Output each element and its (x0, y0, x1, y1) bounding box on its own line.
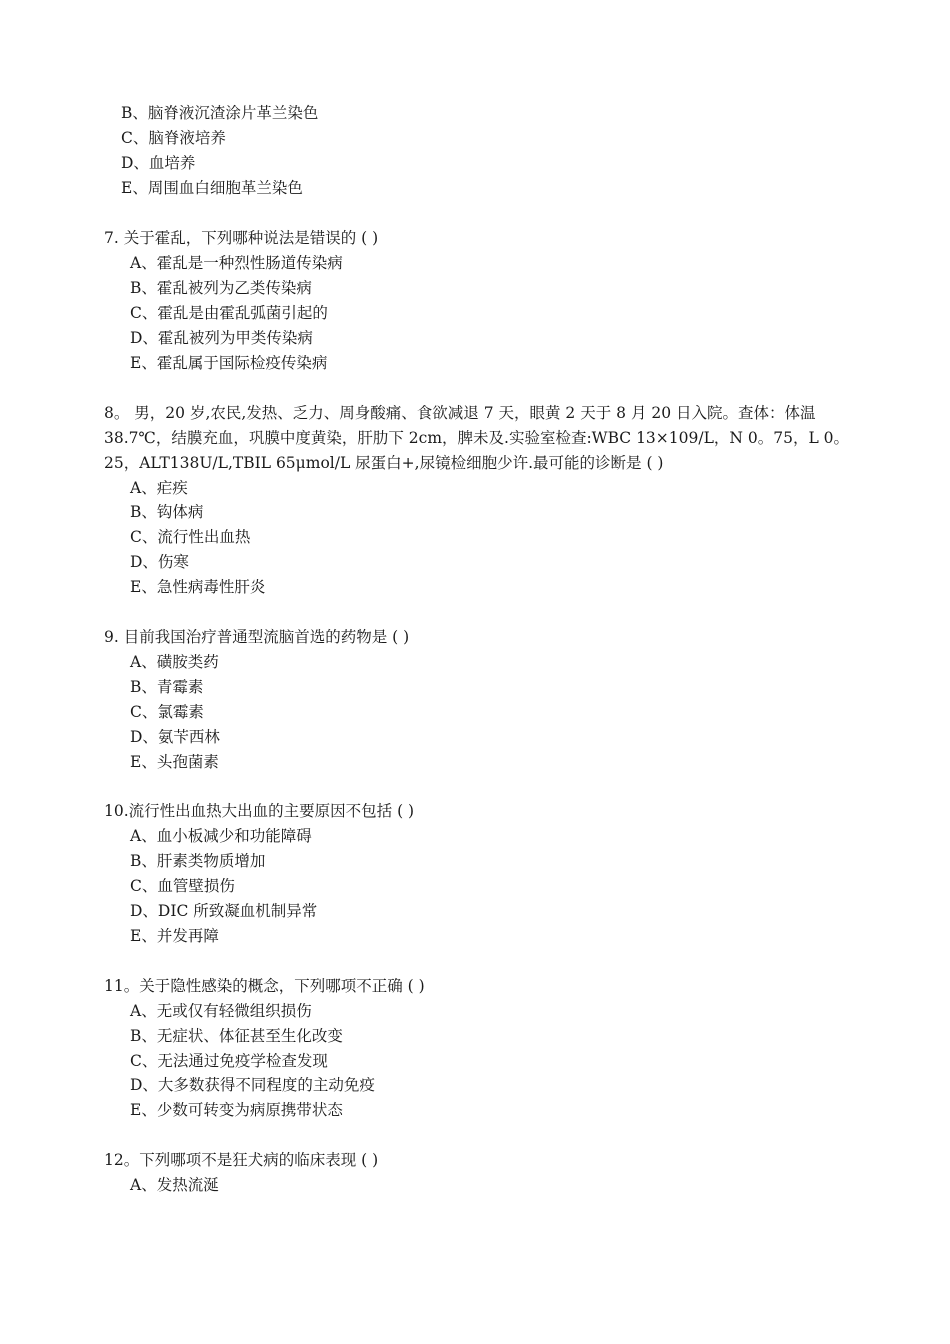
option-line: C、无法通过免疫学检查发现 (130, 1052, 328, 1070)
question-stem-line: 38.7℃，结膜充血，巩膜中度黄染，肝肋下 2cm，脾未及.实验室检查:WBC 13×109/L，N 0。75，L 0。 (104, 429, 850, 447)
option-line: C、脑脊液培养 (121, 129, 226, 147)
option-line: E、霍乱属于国际检疫传染病 (130, 354, 328, 372)
option-line: A、霍乱是一种烈性肠道传染病 (130, 254, 343, 272)
option-line: B、无症状、体征甚至生化改变 (130, 1027, 343, 1045)
option-line: D、DIC 所致凝血机制异常 (130, 902, 318, 920)
option-line: D、霍乱被列为甲类传染病 (130, 329, 313, 347)
question-stem: 11。关于隐性感染的概念，下列哪项不正确 ( ) (104, 977, 425, 995)
question-stem: 9. 目前我国治疗普通型流脑首选的药物是 ( ) (104, 628, 410, 646)
option-line: A、磺胺类药 (130, 653, 219, 671)
option-line: E、周围血白细胞革兰染色 (121, 179, 303, 197)
option-line: A、发热流涎 (130, 1176, 219, 1194)
option-line: B、霍乱被列为乙类传染病 (130, 279, 312, 297)
question-stem-line: 8。 男，20 岁,农民,发热、乏力、周身酸痛、食欲减退 7 天，眼黄 2 天于 8 月 20 日入院。查体：体温 (104, 404, 816, 422)
question-stem: 10.流行性出血热大出血的主要原因不包括 ( ) (104, 802, 415, 820)
option-line: D、大多数获得不同程度的主动免疫 (130, 1076, 375, 1094)
question-stem: 7. 关于霍乱，下列哪种说法是错误的 ( ) (104, 229, 379, 247)
question-stem: 12。下列哪项不是狂犬病的临床表现 ( ) (104, 1151, 379, 1169)
option-line: E、头孢菌素 (130, 753, 219, 771)
option-line: C、血管壁损伤 (130, 877, 235, 895)
option-line: C、氯霉素 (130, 703, 204, 721)
option-line: B、肝素类物质增加 (130, 852, 266, 870)
option-line: B、脑脊液沉渣涂片革兰染色 (121, 104, 319, 122)
option-line: A、无或仅有轻微组织损伤 (130, 1002, 312, 1020)
option-line: A、血小板减少和功能障碍 (130, 827, 312, 845)
option-line: B、钩体病 (130, 503, 204, 521)
option-line: E、急性病毒性肝炎 (130, 578, 266, 596)
option-line: A、疟疾 (130, 479, 188, 497)
question-stem-line: 25，ALT138U/L,TBIL 65μmol/L 尿蛋白+,尿镜检细胞少许.最可能的诊断是 ( ) (104, 454, 664, 472)
option-line: D、氨苄西林 (130, 728, 220, 746)
option-line: D、伤寒 (130, 553, 189, 571)
option-line: C、霍乱是由霍乱弧菌引起的 (130, 304, 328, 322)
option-line: D、血培养 (121, 154, 196, 172)
option-line: C、流行性出血热 (130, 528, 251, 546)
option-line: E、并发再障 (130, 927, 219, 945)
option-line: E、少数可转变为病原携带状态 (130, 1101, 343, 1119)
option-line: B、青霉素 (130, 678, 204, 696)
